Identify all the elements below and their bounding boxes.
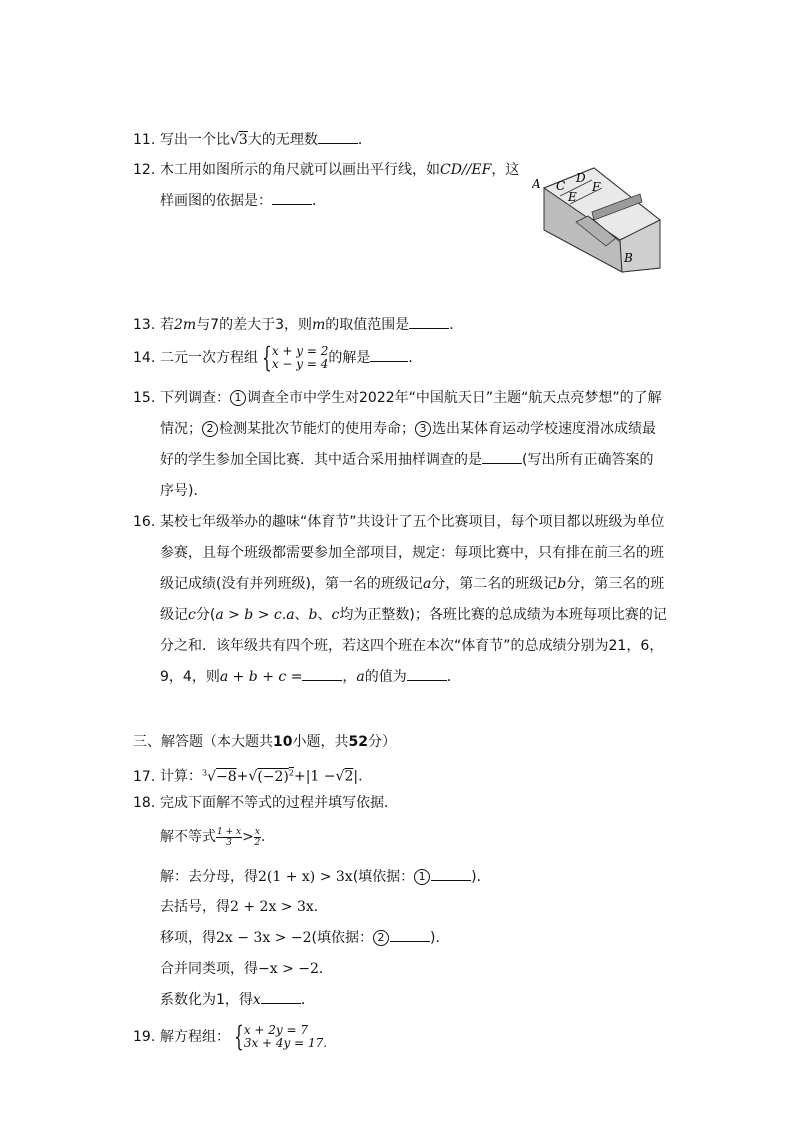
q18-step-5: 合并同类项，得−x > −2． [160,961,333,977]
question-15: 15. 下列调查： 1 调查全市中学生对2022年“中国航天日”主题“航天点亮梦想”的了解 [133,383,662,414]
question-12: 12. 木工用如图所示的角尺就可以画出平行线，如CD//EF，这 [133,155,519,186]
section-heading: 三、解答题（本大题共10小题，共52分） [133,734,396,750]
question-11: 11. 写出一个比√3大的无理数 ． [133,125,372,156]
answer-blank-reason-2[interactable] [390,927,430,942]
question-16-line-4: 级记c分(a > b > c.a、b、c均为正整数)；各班比赛的总成绩为本班每项比赛的记 [160,607,667,623]
q18-step-3: 去括号，得2 + 2x > 3x． [160,899,328,915]
question-19: 19. 解方程组： { x + 2y = 7 3x + 4y = 17. [133,1020,328,1053]
answer-blank[interactable] [482,449,522,464]
label-E: E [568,190,577,204]
label-C: C [556,179,566,193]
equation-system: x + 2y = 7 3x + 4y = 17. [243,1023,328,1050]
q18-step-2: 解：去分母，得2(1 + x) > 3x(填依据： 1 )． [160,862,491,893]
answer-blank[interactable] [409,314,449,329]
answer-blank[interactable] [272,190,312,205]
square-root: $√(-2)^2$ [248,768,294,785]
question-17: 17. 计算：$^3√-8+√(-2)^2+|1 -√2|$. [133,757,363,793]
question-number: 17. [133,768,156,785]
answer-blank-x[interactable] [261,989,301,1004]
cube-root: $^3$√−8 [202,768,237,785]
answer-blank-reason-1[interactable] [431,866,471,881]
question-number: 11. [133,132,156,148]
q18-step-1: 解不等式 $\frac{1 + x}{3}$ > $\frac{x}{2}$ . [160,826,266,848]
question-number: 18. [133,795,156,811]
question-16-line-6: 9，4，则a + b + c = ，a的值为 ． [160,662,461,693]
question-15-line-4: 序号)． [160,483,208,499]
question-13: 13. 若2m与7的差大于3，则m的取值范围是 ． [133,310,463,341]
brace: { [234,1020,244,1053]
answer-blank[interactable] [370,347,408,362]
question-number: 13. [133,317,156,333]
question-16: 16. 某校七年级举办的趣味“体育节”共设计了五个比赛项目，每个项目都以班级为单位 [133,507,665,538]
sqrt-expression: √3 [230,132,248,148]
label-F: F [592,180,601,194]
carpenter-square-figure [532,160,664,278]
label-D: D [576,171,586,185]
question-16-line-3: 级记成绩(没有并列班级)，第一名的班级记a分，第二名的班级记b分，第三名的班 [160,576,665,592]
question-18: 18. 完成下面解不等式的过程并填写依据． [133,788,398,819]
brace: { [262,341,272,374]
equation-system: x + y = 2 x − y = 4 [271,344,329,371]
question-16-line-2: 参赛，且每个班级都需要参加全部项目，规定：每项比赛中，只有排在前三名的班 [160,545,664,561]
question-16-line-5: 分之和．该年级共有四个班，若这四个班在本次“体育节”的总成绩分别为21，6， [160,638,664,654]
question-12-line-2: 样画图的依据是： ． [160,186,326,217]
answer-blank[interactable] [318,129,358,144]
question-14: 14. 二元一次方程组 { x + y = 2 x − y = 4 的解是 ． [133,341,423,374]
answer-blank-a[interactable] [407,666,447,681]
q18-step-6: 系数化为1，得x ． [160,985,315,1016]
answer-blank-sum[interactable] [302,666,342,681]
question-number: 12. [133,162,156,178]
question-number: 16. [133,514,156,530]
question-15-line-2: 情况； 2 检测某批次节能灯的使用寿命； 3 选出某体育运动学校速度滑冰成绩最 [160,421,656,437]
label-A: A [532,177,541,191]
label-B: B [624,251,633,265]
q18-step-4: 移项，得2x − 3x > −2(填依据： 2 )． [160,923,449,954]
question-number: 14. [133,350,156,366]
question-number: 19. [133,1029,156,1045]
question-15-line-3: 好的学生参加全国比赛．其中适合采用抽样调查的是 (写出所有正确答案的 [160,445,653,476]
question-number: 15. [133,390,156,406]
